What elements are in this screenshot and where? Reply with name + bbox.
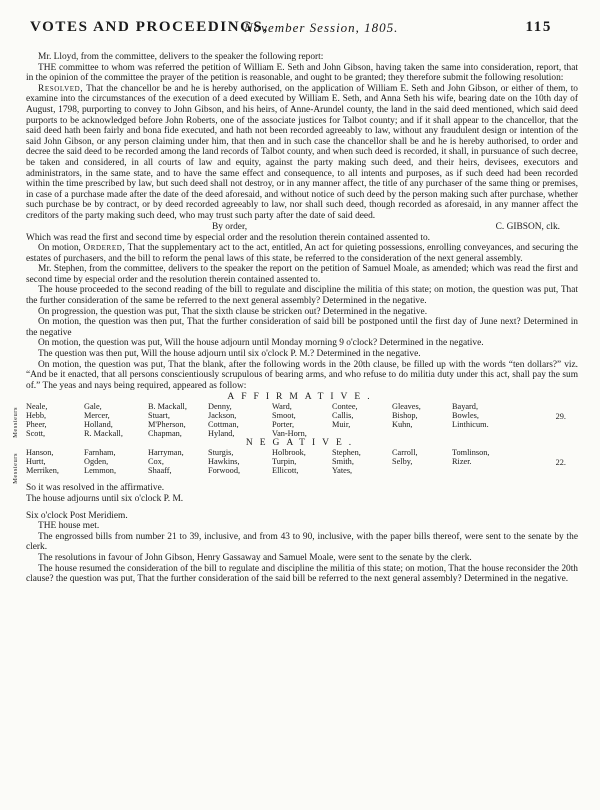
name-column xyxy=(208,403,239,438)
member-name: Gleaves, xyxy=(392,402,421,412)
running-title: VOTES AND PROCEEDINGS, xyxy=(30,19,269,35)
paragraph: THE house met. xyxy=(38,521,100,532)
paragraph: Mr. Lloyd, from the committee, delivers to the speaker the following report: xyxy=(38,52,324,62)
member-name: Carroll, xyxy=(392,448,418,458)
name-column xyxy=(26,449,59,475)
member-name: Ogden, xyxy=(84,457,109,467)
member-name: Turpin, xyxy=(272,457,297,467)
member-name: Sturgis, xyxy=(208,448,234,458)
member-name: Hebb, xyxy=(26,411,47,421)
paragraph: Which was read the first and second time by especial order and the resolution therein contained assented to. xyxy=(26,232,431,243)
session-label: November Session, 1805. xyxy=(244,20,399,35)
member-name: Denny, xyxy=(208,402,232,412)
name-column xyxy=(332,403,358,429)
by-order: By order, xyxy=(212,221,248,232)
member-name: Hurtt, xyxy=(26,457,46,467)
name-column xyxy=(272,403,307,438)
member-name: Stuart, xyxy=(148,411,170,421)
member-name: Van-Horn, xyxy=(272,428,307,438)
name-column xyxy=(392,449,418,466)
member-name: Hyland, xyxy=(208,428,235,438)
paragraph: On motion, the question was put, Will the house adjourn until Monday morning 9 o'clock? Determined in the negative. xyxy=(38,338,484,349)
member-name: Neale, xyxy=(26,402,48,412)
resolved-lead: Resolved, xyxy=(38,83,84,94)
member-name: Merriken, xyxy=(26,465,59,475)
name-column xyxy=(148,403,187,438)
paragraph: The house resumed the consideration of the bill to regulate and discipline the militia of this state; on motion, That the house reconsider the 20th clause? the question was put, That the further consideration of the said bill be referred to the next general assembly? Determined in the negative. xyxy=(26,563,578,585)
affirmative-names xyxy=(12,402,578,439)
member-name: Holland, xyxy=(84,419,113,429)
name-column xyxy=(392,403,421,429)
ordered-lead: Ordered, xyxy=(83,243,126,254)
member-name: Mercer, xyxy=(84,411,110,421)
member-name: Selby, xyxy=(392,457,413,467)
order-pre: On motion, xyxy=(38,243,84,254)
member-name: Hanson, xyxy=(26,448,54,458)
member-name: Gale, xyxy=(84,402,102,412)
member-name: Tomlinson, xyxy=(452,448,490,458)
member-name: Holbrook, xyxy=(272,448,306,458)
signature-line xyxy=(26,222,578,233)
name-column xyxy=(26,403,47,438)
paragraph: Mr. Stephen, from the committee, delivers to the speaker the report on the petition of Samuel Moale, as amended; which was read the first and second time by especial order and the resolution therein contained assented to. xyxy=(26,264,578,285)
affirmative-heading: AFFIRMATIVE. xyxy=(227,392,377,403)
member-name: Rizer. xyxy=(452,457,472,467)
paragraph: THE committee to whom was referred the petition of William E. Seth and John Gibson, having taken the same into consideration, report, that in the opinion of the committee the prayer of the petition is reasonable, and ought to be granted; they therefore submit the following resolution: xyxy=(26,62,578,84)
negative-names xyxy=(12,448,578,485)
resolution-text: That the chancellor be and he is hereby authorised, on the application of William E. Seth and John Gibson, or either of them, to examine into the circumstances of the execution of a deed executed by William E. Seth, and Anna Seth his wife, bearing date on the 10th day of August, 1798, purporting to convey to John Gibson, and his heirs, of Anne-Arundel county, the land in the said deed mentioned, which said deed purports to be acknowledged before John Roberts, one of the associate justices for Talbot county; and if it shall appear to the chancellor, that the said deed hath been fairly and bona fide executed, and hath not been recorded agreeably to law, without any fraudulent design or intention of the said John Gibson, or any person claiming under him, that then and in such case the chancellor shall be and he is hereby authorised, to order and decree the said deed to be recorded among the land records of Talbot county, and when such deed is recorded, it shall, in pursuance of such decree, be taken and considered, in all courts of law and equity, against the party making such deed, and their heirs, devisees, executors and administrators, in the same state, and to have the same effect and consequence, to all intents and purposes, as if such deed had been recorded within the time prescribed by law, but such deed shall not destroy, or in any manner affect, the title of any purchaser of the same thing or premises, in case of a purchase made after the date of the deed aforesaid, and without notice of such deed by the person making such after purchase, whether such purchase be by contract, or by deed recorded agreeably to law, nor shall such deed, though recorded as aforesaid, in any manner affect the creditors of the party making such deed, who may trust such party after the date of said deed. xyxy=(26,83,578,221)
member-name: Shaaff, xyxy=(148,465,172,475)
affirmative-side-label: Messieurs xyxy=(12,407,19,439)
name-column xyxy=(272,449,306,475)
name-column xyxy=(452,449,489,466)
member-name: Harryman, xyxy=(148,448,184,458)
member-name: B. Mackall, xyxy=(148,402,187,412)
member-name: Callis, xyxy=(332,411,354,421)
member-name: Kuhn, xyxy=(392,419,413,429)
member-name: Hawkins, xyxy=(208,457,240,467)
member-name: Stephen, xyxy=(332,448,361,458)
member-name: M'Pherson, xyxy=(148,419,186,429)
adjournment-note: The house adjourns until six o'clock P. M. xyxy=(26,494,184,504)
member-name: Jackson, xyxy=(208,411,237,421)
member-name: Bishop, xyxy=(392,411,418,421)
name-column xyxy=(84,449,116,475)
member-name: Lemmon, xyxy=(84,465,117,475)
member-name: Bowles, xyxy=(452,411,479,421)
member-name: Smith, xyxy=(332,457,354,467)
member-name: Porter, xyxy=(272,419,295,429)
order-text: That the supplementary act to the act, entitled, An act for quieting possessions, enrolling conveyances, and securing the estates of purchasers, and the bill to reform the penal laws of this state, be referred to the consideration of the next general assembly. xyxy=(26,243,578,264)
member-name: Linthicum. xyxy=(452,419,489,429)
name-column xyxy=(332,449,361,475)
negative-heading: NEGATIVE. xyxy=(245,438,359,449)
member-name: Forwood, xyxy=(208,465,241,475)
resolution-paragraph xyxy=(26,84,578,222)
name-column xyxy=(452,403,489,429)
running-head xyxy=(30,19,552,40)
member-name: Farnham, xyxy=(84,448,116,458)
member-name: Chapman, xyxy=(148,428,182,438)
name-column xyxy=(148,449,184,475)
member-name: R. Mackall, xyxy=(84,428,123,438)
member-name: Pheer, xyxy=(26,419,47,429)
paragraph: The resolutions in favour of John Gibson, Henry Gassaway and Samuel Moale, were sent to the senate by the clerk. xyxy=(38,552,472,563)
paragraph: On motion, the question was then put, That the further consideration of said bill be postponed until the first day of June next? Determined in the negative xyxy=(26,317,578,338)
member-name: Contee, xyxy=(332,402,358,412)
page-number: 115 xyxy=(525,19,552,35)
paragraph: The question was then put, Will the house adjourn until six o'clock P. M.? Determined in the negative. xyxy=(38,349,421,360)
body-text xyxy=(12,52,578,585)
clerk-signature: C. GIBSON, clk. xyxy=(495,221,560,232)
member-name: Yates, xyxy=(332,465,353,475)
member-name: Bayard, xyxy=(452,402,479,412)
evening-session-heading: Six o'clock Post Meridiem. xyxy=(26,510,128,521)
member-name: Ward, xyxy=(272,402,292,412)
paragraph: The engrossed bills from number 21 to 39, inclusive, and from 43 to 90, inclusive, with the paper bills thereof, were sent to the senate by the clerk. xyxy=(26,531,578,553)
member-name: Muir, xyxy=(332,419,351,429)
negative-side-label: Messieurs xyxy=(12,453,19,485)
paragraph: On motion, the question was put, That the blank, after the following words in the 20th clause, be filled up with the words “ten dollars?” viz. “And be it enacted, that all persons conscientiously scrupulous of bearing arms, and who refuse to do militia duty under this act, shall pay the sum of.” The yeas and nays being required, appeared as follow: xyxy=(26,359,578,391)
member-name: Cottman, xyxy=(208,419,239,429)
paragraph: On progression, the question was put, That the sixth clause be stricken out? Determined in the negative. xyxy=(38,306,428,317)
member-name: Cox, xyxy=(148,457,164,467)
negative-tally: 22. xyxy=(555,458,566,468)
member-name: Ellicott, xyxy=(272,465,299,475)
vote-result: So it was resolved in the affirmative. xyxy=(26,483,165,494)
affirmative-tally: 29. xyxy=(555,412,566,422)
name-column xyxy=(84,403,123,438)
paragraph: The house proceeded to the second reading of the bill to regulate and discipline the militia of this state; on motion, the question was put, That the further consideration of the same be referred to the next general assembly? Determined in the negative. xyxy=(26,285,578,307)
member-name: Smoot, xyxy=(272,411,296,421)
name-column xyxy=(208,449,240,475)
order-paragraph xyxy=(26,243,578,264)
member-name: Scott, xyxy=(26,428,46,438)
